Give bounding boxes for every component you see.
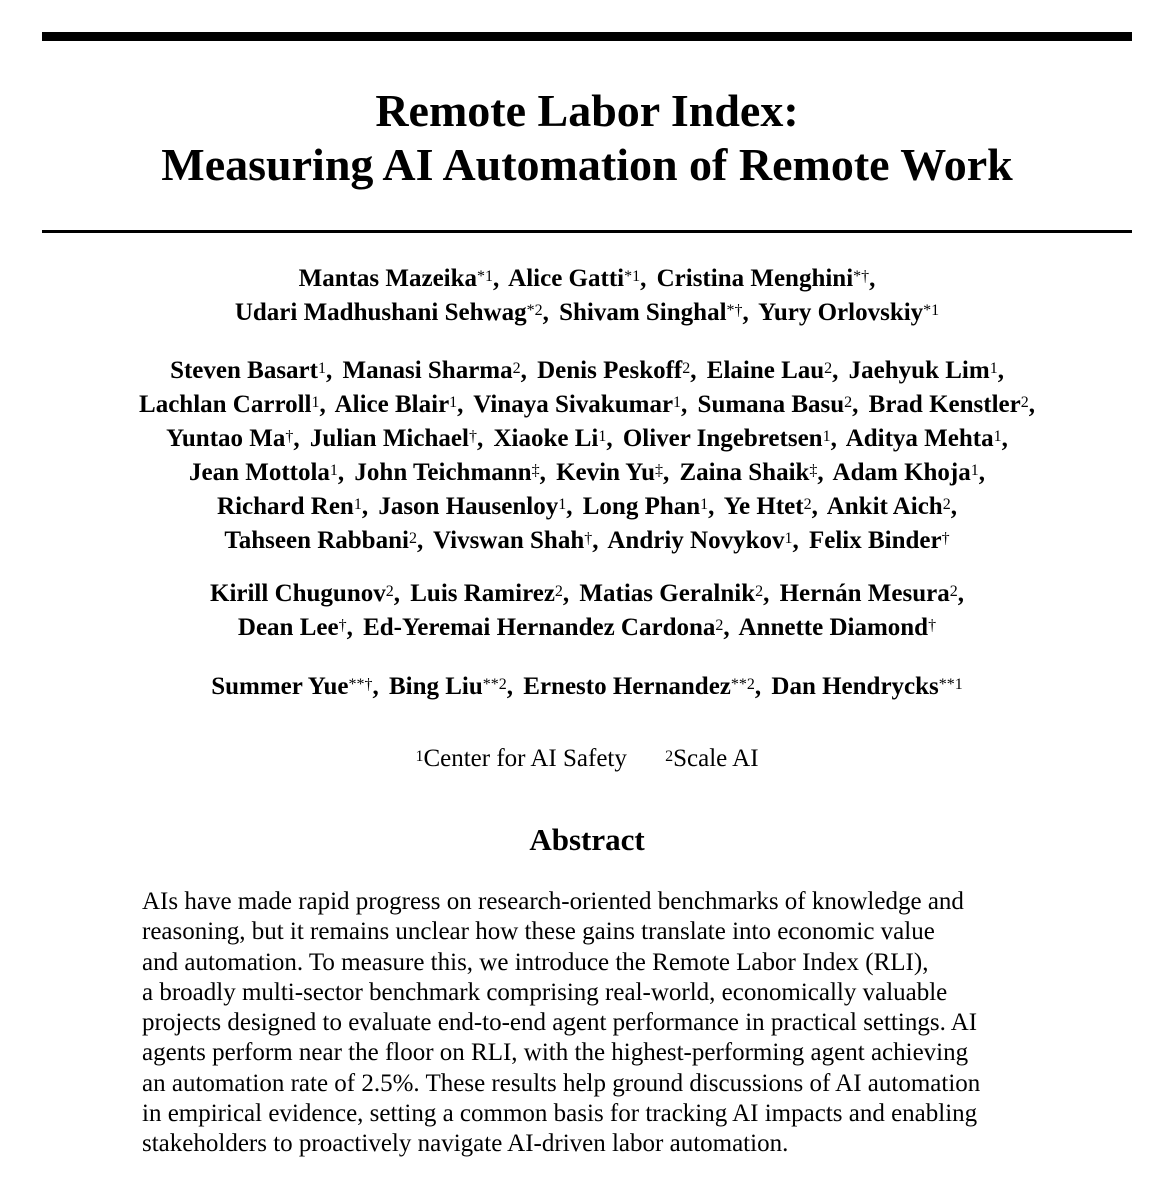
author-name: Dean Lee — [237, 614, 339, 641]
author-affiliation-mark: 2 — [715, 617, 724, 634]
author — [224, 527, 417, 554]
author-affiliation-mark: 2 — [682, 360, 691, 377]
author — [849, 357, 998, 384]
author-name: Felix Binder — [808, 527, 942, 554]
affiliation-name: Center for AI Safety — [423, 745, 627, 772]
author-affiliation-mark: 1 — [311, 394, 320, 411]
author-line: Kirill Chugunov$^2$, Luis Ramirez$^2$, Matias Geralnik$^2$, Hernán Mesura$^2$, — [210, 580, 964, 607]
abstract-heading: Abstract — [529, 822, 645, 857]
author-affiliation-mark: ‡ — [654, 462, 663, 479]
author-name: John Teichmann — [354, 459, 532, 486]
affiliation-1 — [415, 742, 626, 776]
abstract-line: an automation rate of 2.5%. These results help ground discussions of AI automation — [142, 1069, 981, 1097]
author — [771, 673, 962, 700]
abstract-line: reasoning, but it remains unclear how these gains translate into economic value — [142, 918, 935, 946]
author-name: Matias Geralnik — [579, 580, 756, 607]
author — [707, 357, 832, 384]
author — [170, 357, 326, 384]
author-affiliation-mark: 1 — [598, 428, 607, 445]
author-name: Summer Yue — [211, 673, 349, 700]
author-name: Julian Michael — [309, 425, 469, 452]
author-name: Ye Htet — [723, 493, 804, 520]
author-name: Luis Ramirez — [410, 580, 555, 607]
author — [342, 357, 520, 384]
author — [809, 527, 950, 554]
author-name: Jean Mottola — [188, 459, 330, 486]
author-affiliation-mark: 2 — [844, 394, 853, 411]
author-affiliation-mark: 2 — [755, 583, 764, 600]
author — [559, 299, 742, 326]
author-name: Jason Hausenloy — [378, 493, 559, 520]
author-name: Tahseen Rabbani — [224, 527, 409, 554]
author-affiliation-mark: † — [928, 617, 937, 634]
author — [523, 673, 755, 700]
author — [607, 527, 792, 554]
author — [537, 357, 690, 384]
author-name: Kevin Yu — [556, 459, 655, 486]
author-affiliation-mark: † — [285, 428, 294, 445]
author-name: Ernesto Hernandez — [523, 673, 731, 700]
author-affiliation-mark: 1 — [558, 496, 567, 513]
author — [579, 580, 763, 607]
author-line: Jean Mottola$^1$, John Teichmann‡, Kevin Yu‡, Zaina Shaik‡, Adam Khoja$^1$, — [188, 459, 986, 486]
author-line: Tahseen Rabbani$^2$, Vivswan Shah†, Andriy Novykov$^1$, Felix Binder† — [224, 527, 950, 554]
author-affiliation-mark: 1 — [989, 360, 998, 377]
author-name: Alice Gatti — [508, 265, 625, 292]
author-line: Summer Yue**†, Bing Liu$^{**2}$, Ernesto Hernandez$^{**2}$, Dan Hendrycks$^{**1}$ — [211, 673, 963, 700]
author-name: Yuntao Ma — [166, 425, 286, 452]
author-name: Udari Madhushani Sehwag — [234, 299, 527, 326]
author-affiliation-mark: *2 — [526, 302, 543, 319]
author-affiliation-mark: 2 — [942, 496, 951, 513]
author — [217, 493, 362, 520]
author-name: Annette Diamond — [738, 614, 929, 641]
author-name: Zaina Shaik — [679, 459, 810, 486]
author — [724, 493, 812, 520]
author-name: Long Phan — [582, 493, 701, 520]
author-affiliation-mark: 1 — [329, 462, 338, 479]
author-affiliation-mark: ‡ — [809, 462, 818, 479]
author-affiliation-mark: *1 — [624, 268, 641, 285]
author-affiliation-mark: *1 — [923, 302, 940, 319]
abstract-line: AIs have made rapid progress on research-oriented benchmarks of knowledge and — [142, 888, 964, 915]
author — [780, 580, 958, 607]
author — [556, 459, 663, 486]
author-name: Adam Khoja — [832, 459, 971, 486]
author — [310, 425, 477, 452]
author — [493, 425, 606, 452]
author-group-senior — [0, 670, 1174, 704]
author-group-contributors — [0, 354, 1174, 558]
author-name: Mantas Mazeika — [298, 265, 478, 292]
abstract-line: in empirical evidence, setting a common basis for tracking AI impacts and enabling — [142, 1100, 978, 1128]
author-affiliation-mark: † — [338, 617, 347, 634]
author — [335, 391, 458, 418]
author-affiliation-mark: **2 — [482, 676, 507, 693]
top-rule — [42, 32, 1132, 41]
author-name: Aditya Mehta — [845, 425, 994, 452]
author — [189, 459, 338, 486]
author — [739, 614, 937, 641]
author-group-lead — [0, 262, 1174, 330]
author-affiliation-mark: 2 — [408, 530, 417, 547]
author-name: Shivam Singhal — [559, 299, 727, 326]
author-group-scale — [0, 577, 1174, 645]
author — [433, 527, 592, 554]
author — [139, 391, 319, 418]
author-name: Andriy Novykov — [607, 527, 785, 554]
author — [698, 391, 853, 418]
affiliation-mark: 2 — [665, 748, 674, 765]
author — [833, 459, 979, 486]
affiliation-name: Scale AI — [673, 745, 759, 772]
affiliations — [0, 742, 1174, 776]
abstract-line: agents perform near the floor on RLI, with the highest-performing agent achieving — [142, 1039, 969, 1067]
author-affiliation-mark: 1 — [993, 428, 1002, 445]
author-affiliation-mark: 2 — [1020, 394, 1029, 411]
author-affiliation-mark: 2 — [824, 360, 833, 377]
author — [869, 391, 1029, 418]
author-affiliation-mark: **† — [348, 676, 373, 693]
author — [389, 673, 507, 700]
author-affiliation-mark: † — [584, 530, 593, 547]
author — [846, 425, 1002, 452]
author-name: Hernán Mesura — [779, 580, 950, 607]
author — [827, 493, 951, 520]
author — [210, 580, 394, 607]
author-name: Vinaya Sivakumar — [473, 391, 674, 418]
abstract-line: projects designed to evaluate end-to-end agent performance in practical settings. AI — [142, 1009, 978, 1037]
author — [354, 459, 539, 486]
author — [473, 391, 681, 418]
author-line: Richard Ren$^1$, Jason Hausenloy$^1$, Long Phan$^1$, Ye Htet$^2$, Ankit Aich$^2$, — [217, 493, 957, 520]
author-name: Ankit Aich — [826, 493, 943, 520]
author-line: Udari Madhushani Sehwag$^{*2}$, Shivam Singhal*†, Yury Orlovskiy$^{*1}$ — [234, 299, 940, 326]
author-affiliation-mark: 2 — [385, 583, 394, 600]
author-name: Lachlan Carroll — [139, 391, 312, 418]
author-name: Xiaoke Li — [493, 425, 599, 452]
author-affiliation-mark: *† — [726, 302, 743, 319]
author-affiliation-mark: *† — [853, 268, 870, 285]
author-affiliation-mark: 2 — [949, 583, 958, 600]
author — [623, 425, 831, 452]
author — [657, 265, 870, 292]
author — [363, 614, 723, 641]
author-affiliation-mark: ‡ — [531, 462, 540, 479]
author-affiliation-mark: **2 — [730, 676, 755, 693]
author-name: Brad Kenstler — [868, 391, 1021, 418]
author-name: Elaine Lau — [706, 357, 825, 384]
author-affiliation-mark: 1 — [317, 360, 326, 377]
abstract-body — [142, 887, 1034, 1160]
author-affiliation-mark: 1 — [822, 428, 831, 445]
author — [378, 493, 566, 520]
author-name: Ed-Yeremai Hernandez Cardona — [363, 614, 716, 641]
author-line: Yuntao Ma†, Julian Michael†, Xiaoke Li$^1$, Oliver Ingebretsen$^1$, Aditya Mehta$^1$, — [166, 425, 1008, 452]
title-line-2: Measuring AI Automation of Remote Work — [161, 139, 1013, 190]
author-name: Bing Liu — [388, 673, 483, 700]
author-name: Alice Blair — [334, 391, 450, 418]
author-name: Kirill Chugunov — [210, 580, 386, 607]
author-name: Manasi Sharma — [342, 357, 513, 384]
author — [410, 580, 563, 607]
author-name: Sumana Basu — [697, 391, 845, 418]
author-line: Steven Basart$^1$, Manasi Sharma$^2$, Denis Peskoff$^2$, Elaine Lau$^2$, Jaehyuk Lim$^1$, — [170, 357, 1004, 384]
bottom-rule — [42, 230, 1132, 233]
author-affiliation-mark: 2 — [512, 360, 521, 377]
abstract-line: stakeholders to proactively navigate AI-driven labor automation. — [142, 1130, 789, 1158]
author — [299, 265, 493, 292]
author-affiliation-mark: 1 — [784, 530, 793, 547]
author — [166, 425, 293, 452]
author-affiliation-mark: 1 — [449, 394, 458, 411]
author-line: Lachlan Carroll$^1$, Alice Blair$^1$, Vinaya Sivakumar$^1$, Sumana Basu$^2$, Brad Kenstler$^2$, — [139, 391, 1035, 418]
author-affiliation-mark: 1 — [700, 496, 709, 513]
author — [211, 673, 372, 700]
author — [238, 614, 347, 641]
author-affiliation-mark: 1 — [673, 394, 682, 411]
author-name: Richard Ren — [217, 493, 354, 520]
author-name: Yury Orlovskiy — [758, 299, 924, 326]
author-affiliation-mark: 2 — [554, 583, 563, 600]
author-name: Denis Peskoff — [537, 357, 683, 384]
author-affiliation-mark: † — [468, 428, 477, 445]
author-name: Steven Basart — [170, 357, 318, 384]
author-line: Dean Lee†, Ed-Yeremai Hernandez Cardona$^2$, Annette Diamond† — [237, 614, 937, 641]
abstract-line: and automation. To measure this, we introduce the Remote Labor Index (RLI), — [142, 948, 929, 976]
affiliation-2 — [665, 742, 758, 776]
author — [583, 493, 708, 520]
author — [235, 299, 543, 326]
author-affiliation-mark: **1 — [938, 676, 963, 693]
author-name: Oliver Ingebretsen — [622, 425, 823, 452]
author-line: Mantas Mazeika$^{*1}$, Alice Gatti$^{*1}$, Cristina Menghini*†, — [298, 265, 876, 292]
author-affiliation-mark: † — [941, 530, 950, 547]
author-affiliation-mark: 1 — [353, 496, 362, 513]
title-line-1: Remote Labor Index: — [375, 85, 799, 136]
author-affiliation-mark: 2 — [803, 496, 812, 513]
author-name: Vivswan Shah — [433, 527, 585, 554]
author-name: Dan Hendrycks — [771, 673, 939, 700]
author-name: Cristina Menghini — [656, 265, 854, 292]
author — [758, 299, 939, 326]
abstract-line: a broadly multi-sector benchmark comprising real-world, economically valuable — [142, 978, 948, 1006]
author-affiliation-mark: 1 — [970, 462, 979, 479]
author — [508, 265, 640, 292]
paper-title — [0, 84, 1174, 192]
affiliation-mark: 1 — [415, 748, 424, 765]
author-name: Jaehyuk Lim — [848, 357, 990, 384]
author — [679, 459, 817, 486]
author-affiliation-mark: *1 — [477, 268, 494, 285]
